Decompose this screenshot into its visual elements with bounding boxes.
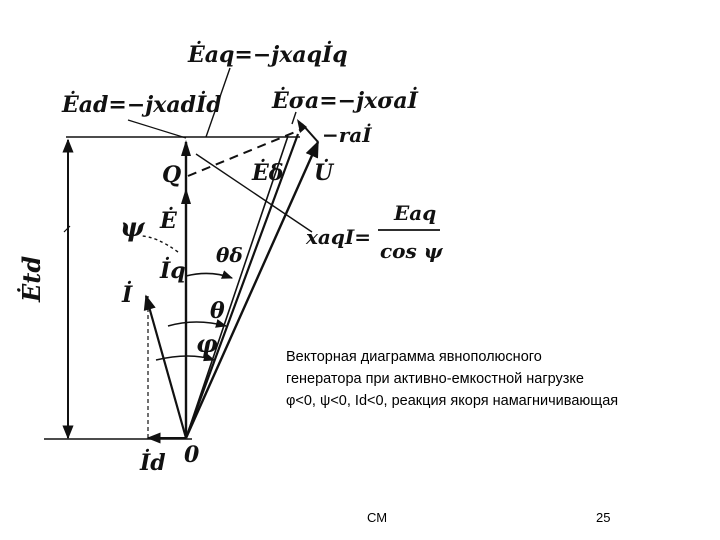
phi-label: φ (196, 329, 218, 358)
fraction-numerator: Eaq (394, 201, 437, 225)
page-number: 25 (596, 510, 611, 525)
psi-arc (140, 236, 178, 252)
theta-delta-label: θδ (216, 243, 243, 267)
iq-label: İq (160, 258, 186, 284)
caption-line-3: φ<0, ψ<0, Id<0, реакция якоря намагничивающая (286, 393, 619, 409)
id-label: İd (140, 450, 166, 476)
e-delta-label: Ėδ (252, 160, 284, 186)
u-label: U̇ (314, 160, 334, 186)
caption (286, 346, 706, 412)
etd-label: Ėtd (17, 255, 46, 302)
ra-drop-arrowhead (297, 119, 307, 133)
fraction-denominator: cos ψ (380, 239, 443, 263)
psi-label: ψ (120, 213, 145, 243)
q-axis-arrowhead-top (181, 140, 191, 156)
q-axis-label: Q (162, 162, 182, 188)
theta-delta-arc (186, 273, 232, 278)
origin-label: 0 (184, 442, 200, 468)
current-vector (146, 296, 186, 438)
i-label: İ (122, 282, 133, 308)
pointer-ead (128, 120, 186, 138)
caption-line-1: Векторная диаграмма явнополюсного (286, 349, 542, 365)
eaq-label: Ėaq=−jxaqİq (188, 42, 348, 68)
caption-line-2: генератора при активно-емкостной нагрузке (286, 371, 585, 387)
ra-term-label: −raİ (322, 123, 372, 147)
e-label: Ė (160, 208, 177, 234)
q-axis-arrowhead (181, 188, 191, 204)
theta-label: θ (210, 298, 225, 324)
footer-author: СМ (367, 510, 388, 525)
esa-label: Ėσa=−jxσaİ (272, 88, 418, 114)
xaq-i-label: xaqI= (306, 225, 371, 249)
ead-label: Ėad=−jxadİd (62, 92, 222, 118)
